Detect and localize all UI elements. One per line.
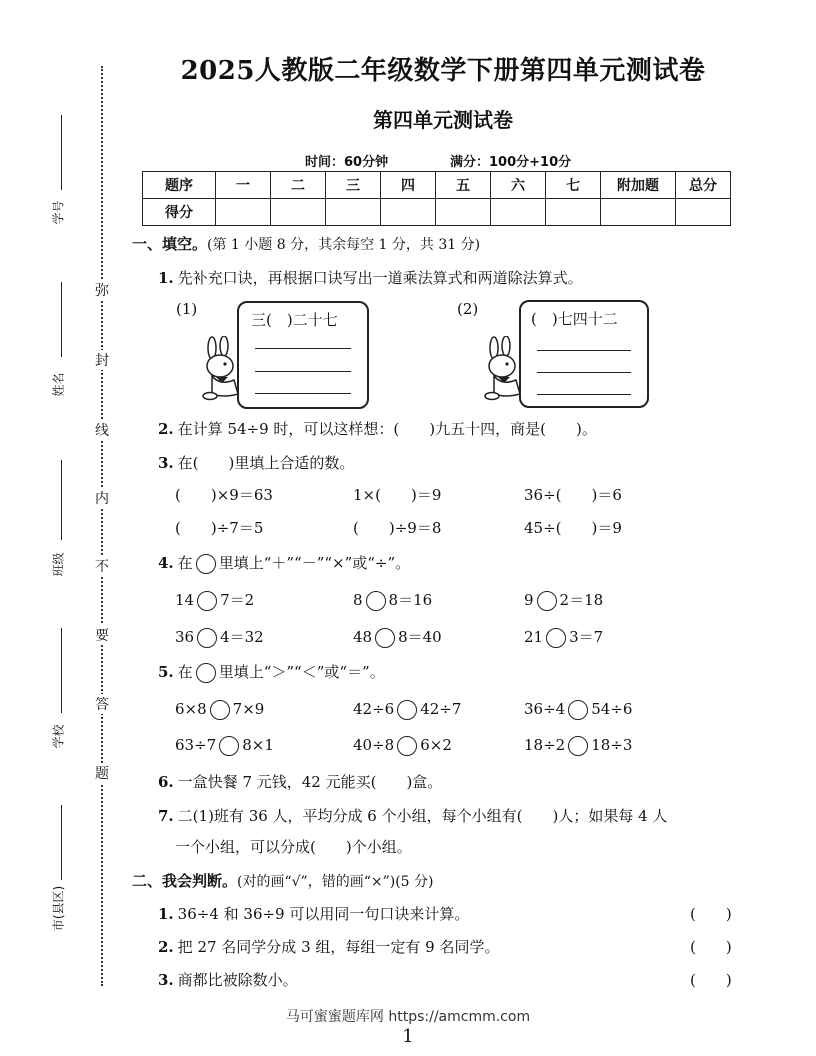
- q5-item: [353, 700, 461, 720]
- section-1-heading: [132, 233, 480, 254]
- score-header-cell: 附加题: [601, 172, 676, 199]
- score-input-cell[interactable]: [381, 199, 436, 226]
- operand: 48: [353, 628, 373, 646]
- page-subtitle: 第四单元测试卷: [373, 108, 513, 132]
- score-row-label: 得分: [143, 199, 216, 226]
- question-number: 2.: [158, 938, 174, 956]
- q1-part-2-box: [519, 300, 649, 408]
- question-text-post: 里填上“＞”“＜”或“＝”。: [218, 663, 385, 681]
- score-header-cell: 题序: [143, 172, 216, 199]
- q5-item: [524, 736, 632, 756]
- answer-circle[interactable]: [366, 591, 386, 611]
- answer-circle[interactable]: [397, 736, 417, 756]
- answer-circle[interactable]: [210, 700, 230, 720]
- section-2-note: (对的画“√”，错的画“×”)(5 分): [237, 874, 434, 890]
- circle-icon: [196, 663, 216, 683]
- operand: 8＝40: [398, 628, 442, 646]
- answer-circle[interactable]: [197, 628, 217, 648]
- judge-item: [158, 903, 469, 924]
- question-7-line-2: 一个小组，可以分成( )个小组。: [175, 838, 412, 856]
- q3-item[interactable]: ( )÷9＝8: [353, 519, 442, 537]
- seal-char: 内: [93, 488, 111, 508]
- question-text-pre: 在: [177, 663, 193, 681]
- judge-item: [158, 969, 298, 990]
- q4-item: [524, 589, 603, 611]
- q1-part-1-label: (1): [176, 300, 198, 318]
- seal-char: 答: [93, 694, 111, 714]
- question-text-post: 里填上“＋”“－”“×”或“÷”。: [218, 554, 411, 572]
- q4-item: [353, 626, 442, 648]
- question-number: 1.: [158, 269, 174, 287]
- question-3: [158, 452, 354, 473]
- county-label: 市(县区): [51, 885, 66, 932]
- operand: 7×9: [232, 700, 265, 718]
- question-text: 一盒快餐 7 元钱，42 元能买( )盒。: [177, 773, 443, 791]
- page-title: 2025人教版二年级数学下册第四单元测试卷: [180, 56, 706, 86]
- question-number: 6.: [158, 773, 174, 791]
- operand: 4＝32: [220, 628, 264, 646]
- question-number: 5.: [158, 663, 174, 681]
- operand: 40÷8: [353, 736, 395, 754]
- rabbit-icon: [480, 336, 528, 402]
- answer-line[interactable]: [255, 371, 351, 372]
- score-table: [142, 171, 731, 226]
- operand: 18÷2: [524, 736, 566, 754]
- seal-char: 不: [93, 556, 111, 576]
- school-label: 学校: [51, 724, 66, 749]
- operand: 21: [524, 628, 544, 646]
- seal-char: 题: [93, 763, 111, 783]
- page-number: 1: [402, 1026, 414, 1047]
- q1-part-2-rhyme: ( )七四十二: [531, 310, 618, 328]
- question-1: [158, 267, 583, 288]
- operand: 9: [524, 591, 534, 609]
- operand: 18÷3: [591, 736, 633, 754]
- score-header-cell: 四: [381, 172, 436, 199]
- answer-circle[interactable]: [397, 700, 417, 720]
- q1-part-2-label: (2): [457, 300, 479, 318]
- class-label: 班级: [51, 552, 66, 577]
- q5-item: [175, 736, 274, 756]
- time-limit: 时间：60分钟: [305, 155, 389, 170]
- question-5: [158, 661, 385, 683]
- question-text-pre: 在: [177, 554, 193, 572]
- question-7: [158, 805, 667, 826]
- score-input-cell[interactable]: [676, 199, 731, 226]
- score-input-cell[interactable]: [491, 199, 546, 226]
- operand: 36: [175, 628, 195, 646]
- name-label: 姓名: [51, 372, 66, 397]
- operand: 8×1: [242, 736, 274, 754]
- answer-circle[interactable]: [197, 591, 217, 611]
- q1-part-1-rhyme: 三( )二十七: [251, 311, 338, 329]
- operand: 42÷7: [420, 700, 462, 718]
- operand: 7＝2: [220, 591, 255, 609]
- operand: 6×2: [420, 736, 452, 754]
- q3-item[interactable]: 36÷( )＝6: [524, 486, 622, 504]
- question-text: 在计算 54÷9 时，可以这样想：( )九五十四，商是( )。: [177, 420, 597, 438]
- answer-line[interactable]: [255, 393, 351, 394]
- score-header-cell: 六: [491, 172, 546, 199]
- class-line[interactable]: [61, 460, 62, 540]
- name-line[interactable]: [61, 282, 62, 357]
- score-input-cell[interactable]: [271, 199, 326, 226]
- score-input-cell[interactable]: [546, 199, 601, 226]
- judge-answer-paren[interactable]: ( ): [690, 938, 732, 956]
- footer-watermark: 马可蜜蜜题库网 https://amcmm.com: [285, 1009, 531, 1025]
- operand: 14: [175, 591, 195, 609]
- q5-item: [353, 736, 452, 756]
- section-1-title: 一、填空。: [132, 235, 208, 253]
- judge-item: [158, 936, 499, 957]
- operand: 2＝18: [559, 591, 604, 609]
- score-header-cell: 二: [271, 172, 326, 199]
- score-input-cell[interactable]: [326, 199, 381, 226]
- full-score: 满分：100分+10分: [450, 155, 572, 170]
- question-number: 1.: [158, 905, 174, 923]
- answer-circle[interactable]: [537, 591, 557, 611]
- question-text: 先补充口诀，再根据口诀写出一道乘法算式和两道除法算式。: [177, 269, 583, 287]
- answer-circle[interactable]: [375, 628, 395, 648]
- answer-line[interactable]: [537, 372, 631, 373]
- q4-item: [175, 626, 264, 648]
- question-6: [158, 771, 442, 792]
- operand: 63÷7: [175, 736, 217, 754]
- score-table-header-row: [143, 172, 731, 199]
- score-table-score-row: [143, 199, 731, 226]
- question-text: 在( )里填上合适的数。: [177, 454, 355, 472]
- question-text: 二(1)班有 36 人，平均分成 6 个小组，每个小组有( )人；如果每 4 人: [177, 807, 668, 825]
- question-4: [158, 552, 410, 574]
- seal-char: 封: [93, 350, 111, 370]
- answer-line[interactable]: [537, 350, 631, 351]
- q3-item[interactable]: ( )÷7＝5: [175, 519, 264, 537]
- school-line[interactable]: [61, 628, 62, 713]
- question-text: 商都比被除数小。: [177, 971, 298, 989]
- student-id-line[interactable]: [61, 115, 62, 190]
- question-number: 7.: [158, 807, 174, 825]
- student-id-label: 学号: [51, 200, 66, 225]
- section-2-heading: [132, 870, 434, 891]
- circle-icon: [196, 554, 216, 574]
- answer-circle[interactable]: [568, 700, 588, 720]
- score-input-cell[interactable]: [436, 199, 491, 226]
- answer-line[interactable]: [255, 348, 351, 349]
- q4-item: [175, 589, 254, 611]
- score-header-cell: 五: [436, 172, 491, 199]
- answer-circle[interactable]: [219, 736, 239, 756]
- operand: 54÷6: [591, 700, 633, 718]
- question-number: 2.: [158, 420, 174, 438]
- answer-circle[interactable]: [546, 628, 566, 648]
- seal-dotted-line: [101, 66, 103, 986]
- county-line[interactable]: [61, 805, 62, 880]
- score-header-cell: 七: [546, 172, 601, 199]
- section-1-note: (第 1 小题 8 分，其余每空 1 分，共 31 分): [207, 237, 481, 253]
- question-text: 把 27 名同学分成 3 组，每组一定有 9 名同学。: [177, 938, 500, 956]
- rabbit-icon: [198, 336, 246, 402]
- score-header-cell: 一: [216, 172, 271, 199]
- judge-answer-paren[interactable]: ( ): [690, 971, 732, 989]
- operand: 36÷4: [524, 700, 566, 718]
- operand: 6×8: [175, 700, 207, 718]
- seal-char: 线: [93, 420, 111, 440]
- operand: 3＝7: [569, 628, 604, 646]
- score-input-cell[interactable]: [601, 199, 676, 226]
- seal-char: 弥: [93, 280, 111, 300]
- q3-item[interactable]: 1×( )＝9: [353, 486, 442, 504]
- question-text: 36÷4 和 36÷9 可以用同一句口诀来计算。: [177, 905, 470, 923]
- answer-line[interactable]: [537, 394, 631, 395]
- operand: 8: [353, 591, 363, 609]
- score-input-cell[interactable]: [216, 199, 271, 226]
- question-number: 3.: [158, 454, 174, 472]
- q3-item[interactable]: ( )×9＝63: [175, 486, 273, 504]
- question-number: 3.: [158, 971, 174, 989]
- q4-item: [524, 626, 603, 648]
- q1-part-1-box: [237, 301, 369, 409]
- q5-item: [175, 700, 264, 720]
- operand: 42÷6: [353, 700, 395, 718]
- score-header-cell: 总分: [676, 172, 731, 199]
- q4-item: [353, 589, 432, 611]
- q3-item[interactable]: 45÷( )＝9: [524, 519, 622, 537]
- score-header-cell: 三: [326, 172, 381, 199]
- operand: 8＝16: [388, 591, 433, 609]
- answer-circle[interactable]: [568, 736, 588, 756]
- seal-char: 要: [93, 625, 111, 645]
- q5-item: [524, 700, 632, 720]
- judge-answer-paren[interactable]: ( ): [690, 905, 732, 923]
- question-2: [158, 418, 597, 439]
- section-2-title: 二、我会判断。: [132, 872, 238, 890]
- question-number: 4.: [158, 554, 174, 572]
